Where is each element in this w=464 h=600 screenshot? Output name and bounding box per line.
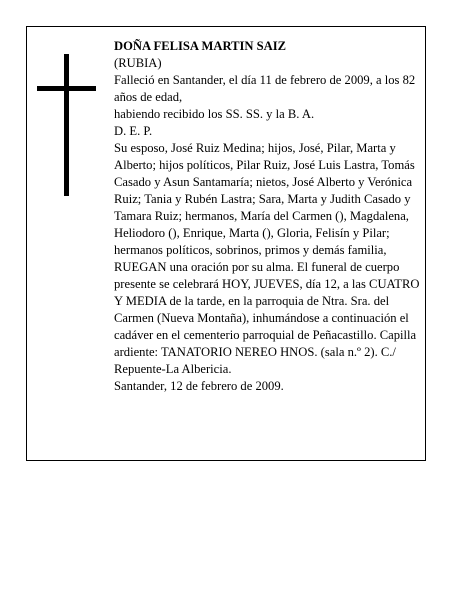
family-paragraph: Su esposo, José Ruiz Medina; hijos, José, Pilar, Marta y Alberto; hijos políticos, Pilar Ruiz, José Luis Lastra, Tomás Casado y Asun Santamaría; nietos, José Alberto y Verónica Ruiz; Tania y Rubén Lastra; Sara, Marta y Judith Casado y Tamara Ruiz; hermanos, María del Carmen (), Magdalena, Heliodoro (), Enrique, Marta (), Gloria, Felisín y Pilar; hermanos políticos, sobrinos, primos y demás familia, [114,141,415,257]
rip-line: D. E. P. [114,124,153,138]
funeral-paragraph: RUEGAN una oración por su alma. El funeral de cuerpo presente se celebrará HOY, JUEVES, día 12, a las CUATRO Y MEDIA de la tarde, en la parroquia de Ntra. Sra. del Carmen (Nueva Montaña), inhumándose a continuación el cadáver en el cementerio parroquial de Peñacastillo. Capilla ardiente: TANATORIO NEREO HNOS. (sala n.º 2). C./ Repuente-La Albericia. [114,260,420,376]
sacraments-line: habiendo recibido los SS. SS. y la B. A. [114,107,315,121]
obituary-text [114,38,422,395]
deceased-name: DOÑA FELISA MARTIN SAIZ [114,39,287,53]
cross-horizontal-bar [37,86,96,91]
cross-vertical-bar [64,54,69,196]
place-date: Santander, 12 de febrero de 2009. [114,379,284,393]
deceased-nickname: (RUBIA) [114,56,162,70]
death-notice: Falleció en Santander, el día 11 de febrero de 2009, a los 82 años de edad, [114,73,416,104]
